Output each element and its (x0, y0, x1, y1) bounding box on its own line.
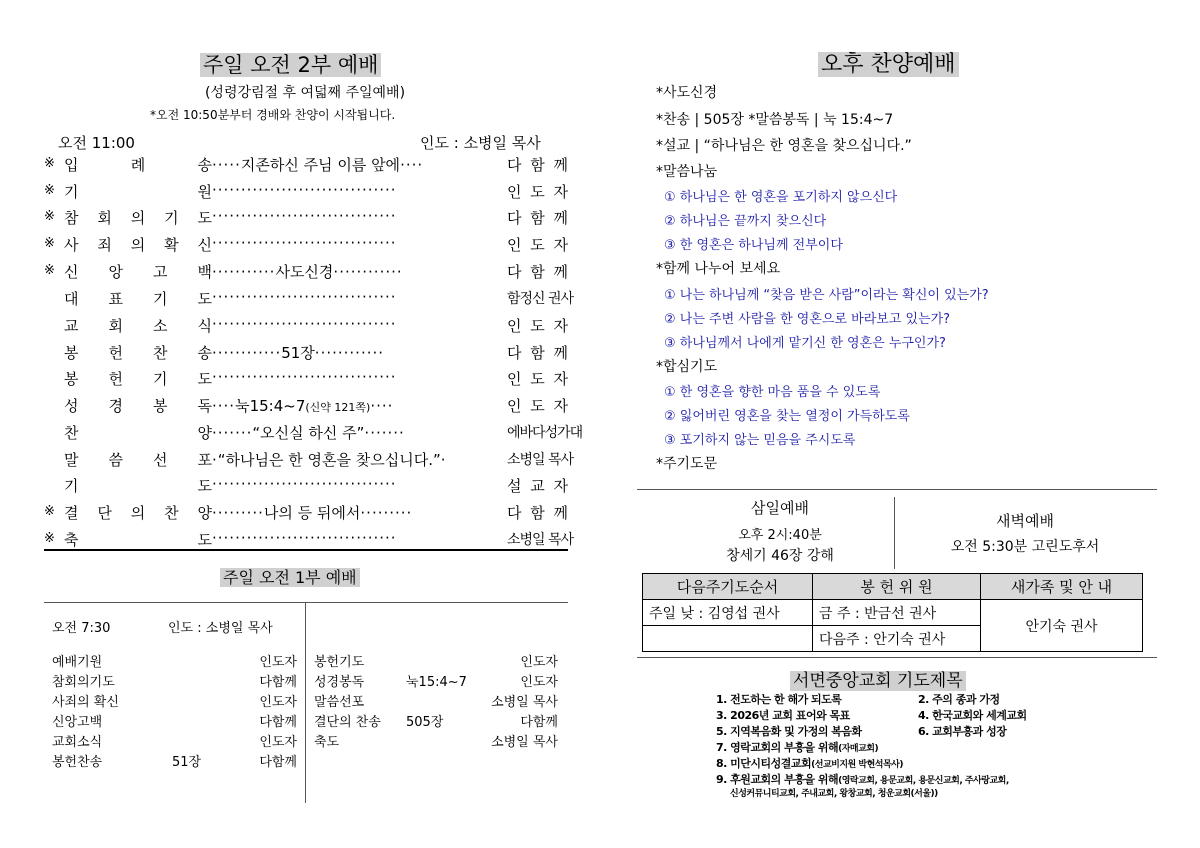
prayer-title: 서면중앙교회 기도제목 (790, 666, 966, 691)
order-name-char: 사 (64, 236, 79, 254)
order-name (64, 502, 212, 523)
order-content (212, 368, 506, 386)
leader-dots: ································ (212, 529, 397, 547)
order-name-char: 입 (64, 156, 79, 174)
order-name-char: 백 (197, 263, 212, 281)
order-person-char: 인 (507, 317, 522, 335)
numbered-point: ② 하나님은 끝까지 찾으신다 (664, 214, 827, 229)
order-person (507, 154, 568, 175)
leader-dots: ······· (212, 424, 253, 442)
order-content (212, 261, 506, 282)
order-person-char: 함 (530, 344, 545, 362)
order-content (212, 449, 506, 470)
service1-time: 오전 7:30 (52, 621, 111, 636)
service1-item-name: 성경봉독 (314, 675, 365, 690)
order-name-char: 도 (197, 209, 212, 227)
order-content (212, 315, 506, 333)
order-mark: ※ (44, 156, 55, 171)
wednesday-text: 창세기 46장 강해 (726, 548, 834, 564)
prayer-item (716, 723, 862, 739)
order-name-char: 단 (97, 504, 112, 522)
wednesday-title: 삼일예배 (751, 499, 809, 517)
order-content (212, 502, 506, 523)
order-person-char: 자 (553, 317, 568, 335)
prayer-item (730, 786, 938, 799)
prayer-item-text: 2. 주의 종과 가정 (918, 693, 1000, 706)
order-person (507, 422, 583, 442)
order-person-char: 설 (507, 477, 522, 495)
order-row (44, 342, 568, 367)
order-name-char: 례 (130, 156, 146, 174)
order-name-char: 원 (197, 183, 212, 201)
order-mark: ※ (44, 263, 55, 278)
order-content (212, 422, 506, 443)
order-row (44, 475, 568, 500)
order-person-char: 함 (530, 263, 545, 281)
order-person-char: 함 (530, 209, 545, 227)
leader-dots: ············ (212, 344, 282, 362)
order-row (44, 288, 574, 313)
prayer-item (716, 739, 878, 755)
prayer-item (918, 691, 1000, 707)
prayer-item-text: 3. 2026년 교회 표어와 목표 (716, 709, 850, 722)
order-name-char: 앙 (108, 263, 123, 281)
leader-dots: · (440, 451, 447, 469)
duty-table (642, 573, 1143, 652)
order-person-char: 도 (530, 236, 545, 254)
order-person-char: 에바다성가대 (507, 425, 583, 441)
afternoon-service-title: 오후 찬양예배 (818, 47, 959, 78)
order-person (507, 342, 568, 363)
order-person (507, 261, 568, 282)
table-header: 다음주기도순서 (643, 574, 813, 600)
order-name-char: 찬 (64, 424, 79, 442)
order-person-char: 께 (553, 209, 568, 227)
order-person (507, 449, 574, 469)
order-name-char: 도 (197, 531, 212, 549)
service2-leader: 인도 : 소병일 목사 (420, 134, 541, 152)
order-name-char: 식 (197, 317, 212, 335)
order-name-char: 포 (197, 451, 212, 469)
numbered-point: ③ 하나님께서 나에게 맡기신 한 영혼은 누구인가? (664, 336, 946, 351)
prayer-item-text: 9. 후원교회의 부흥을 위해 (716, 773, 839, 786)
dawn-text: 오전 5:30분 고린도후서 (950, 539, 1100, 555)
divider (305, 603, 306, 803)
order-person (507, 475, 568, 496)
service2-subtitle: (성령강림절 후 여덟째 주일예배) (204, 85, 406, 101)
scripture-page: (신약 121쪽) (305, 401, 371, 414)
order-mark: ※ (44, 236, 55, 251)
order-row (44, 261, 568, 286)
order-content-text: 51장 (281, 344, 315, 362)
prayer-item (716, 771, 1009, 787)
order-mark: ※ (44, 504, 55, 519)
order-name-char: 교 (64, 317, 79, 335)
order-name (64, 422, 212, 443)
order-person-char: 함 (530, 504, 545, 522)
numbered-point: ① 하나님은 한 영혼을 포기하지 않으신다 (664, 190, 898, 205)
service1-item-person: 인도자 (259, 655, 297, 670)
service1-title: 주일 오전 1부 예배 (220, 565, 360, 588)
order-line: *말씀나눔 (656, 164, 718, 180)
leader-dots: ······· (364, 424, 405, 442)
prayer-item-text: 4. 한국교회와 세계교회 (918, 709, 1027, 722)
service1-item-name: 사죄의 확신 (52, 695, 119, 710)
order-person-char: 께 (553, 156, 568, 174)
service1-item-name: 결단의 찬송 (314, 715, 381, 730)
order-content-text: 지존하신 주님 이름 앞에 (240, 156, 401, 174)
order-person-char: 인 (507, 370, 522, 388)
service2-title: 주일 오전 2부 예배 (200, 49, 381, 79)
leader-dots: ································ (212, 207, 397, 225)
service1-item-name: 교회소식 (52, 735, 103, 750)
order-line: *사도신경 (656, 85, 718, 101)
prayer-item (918, 723, 1006, 739)
numbered-point: ① 나는 하나님께 “찾음 받은 사람”이라는 확신이 있는가? (664, 288, 989, 303)
order-name-char: 고 (153, 263, 168, 281)
table-header: 새가족 및 안 내 (981, 574, 1143, 600)
numbered-point: ③ 포기하지 않는 믿음을 주시도록 (664, 433, 856, 448)
order-person-char: 도 (530, 317, 545, 335)
service1-item-content: 505장 (406, 715, 444, 730)
leader-dots: ········· (360, 504, 413, 522)
order-name (64, 395, 212, 416)
order-name-char: 참 (64, 209, 79, 227)
order-row (44, 395, 568, 420)
order-content (212, 342, 506, 363)
divider (637, 489, 1157, 490)
dawn-title: 새벽예배 (996, 512, 1054, 530)
order-person (507, 502, 568, 523)
order-name-char: 기 (153, 290, 168, 308)
divider (44, 602, 568, 603)
service1-item-name: 봉헌기도 (314, 655, 365, 670)
order-name-char: 송 (197, 156, 212, 174)
table-cell: 주일 낮 : 김영섭 권사 (643, 600, 813, 626)
order-name-char: 씀 (108, 451, 123, 469)
order-name-char: 표 (108, 290, 123, 308)
service1-item-name: 봉헌찬송 (52, 755, 103, 770)
order-name-char: 말 (64, 451, 79, 469)
numbered-point: ② 잃어버린 영혼을 찾는 열정이 가득하도록 (664, 409, 910, 424)
prayer-item-text: 5. 지역복음화 및 가정의 복음화 (716, 725, 862, 738)
order-name (64, 154, 212, 175)
prayer-item (716, 707, 850, 723)
order-person-char: 께 (553, 263, 568, 281)
order-content (212, 288, 506, 306)
order-row (44, 154, 568, 179)
order-person (507, 234, 568, 255)
order-person (507, 207, 568, 228)
prayer-item-text: 8. 미단시티성결교회 (716, 757, 812, 770)
order-name-char: 회 (108, 317, 123, 335)
order-content-text: 눅15:4~7 (235, 397, 306, 415)
order-person-char: 도 (530, 397, 545, 415)
order-name (64, 207, 212, 228)
order-person-char: 자 (553, 370, 568, 388)
table-cell: 금 주 : 반금선 권사 (813, 600, 981, 626)
order-content-text: 나의 등 뒤에서 (263, 504, 361, 522)
order-content (212, 154, 506, 175)
order-name (64, 475, 212, 496)
prayer-item-note: (영락교회, 용문교회, 용문신교회, 주사랑교회, (838, 776, 1009, 786)
table-cell: 안기숙 권사 (981, 600, 1143, 652)
prayer-item-note: (자매교회) (838, 744, 879, 754)
order-line: *합심기도 (656, 359, 718, 375)
divider (894, 497, 895, 569)
order-person-char: 자 (553, 477, 568, 495)
order-content (212, 181, 506, 199)
table-cell (643, 626, 813, 652)
order-content-text: 사도신경 (275, 263, 334, 281)
service1-item-person: 다함께 (259, 675, 297, 690)
leader-dots: · (212, 451, 218, 469)
order-person-char: 인 (507, 236, 522, 254)
order-person (507, 315, 568, 336)
order-name (64, 181, 212, 202)
leader-dots: ································ (212, 234, 397, 252)
numbered-point: ③ 한 영혼은 하나님께 전부이다 (664, 238, 843, 253)
order-name-char: 찬 (153, 344, 168, 362)
order-name-char: 경 (108, 397, 123, 415)
leader-dots: ································ (212, 368, 397, 386)
service2-time: 오전 11:00 (58, 134, 135, 152)
order-row (44, 368, 568, 393)
service1-item-content: 눅15:4~7 (406, 675, 467, 690)
order-person-char: 인 (507, 183, 522, 201)
order-person-char: 함정신 권사 (507, 291, 574, 307)
numbered-point: ② 나는 주변 사람을 한 영혼으로 바라보고 있는가? (664, 312, 951, 327)
leader-dots: ································ (212, 475, 397, 493)
order-name-char: 기 (64, 477, 79, 495)
order-person-char: 자 (553, 183, 568, 201)
order-person-char: 소병일 목사 (507, 532, 574, 548)
prayer-item (918, 707, 1027, 723)
leader-dots: ············ (333, 263, 403, 281)
prayer-item-text: 6. 교회부흥과 성장 (918, 725, 1007, 738)
order-name-char: 헌 (108, 370, 123, 388)
order-person-char: 다 (507, 504, 522, 522)
order-mark: ※ (44, 209, 55, 224)
order-name-char: 의 (130, 209, 146, 227)
service1-item-content: 51장 (172, 755, 202, 770)
order-name (64, 529, 212, 550)
order-row (44, 315, 568, 340)
order-content (212, 475, 506, 493)
order-name-char: 기 (64, 183, 79, 201)
order-person-char: 도 (530, 183, 545, 201)
order-person-char: 께 (553, 504, 568, 522)
order-person-char: 도 (530, 370, 545, 388)
order-name-char: 의 (130, 504, 146, 522)
order-line: *찬송 | 505장 *말씀봉독 | 눅 15:4~7 (656, 112, 894, 128)
order-person-char: 다 (507, 263, 522, 281)
leader-dots: ···· (400, 156, 424, 174)
order-person-char: 소병일 목사 (507, 452, 574, 468)
order-name-char: 확 (164, 236, 179, 254)
order-name (64, 315, 212, 336)
order-row (44, 422, 583, 447)
order-content (212, 207, 506, 225)
leader-dots: ································ (212, 181, 397, 199)
order-name-char: 찬 (164, 504, 179, 522)
order-name-char: 소 (153, 317, 168, 335)
leader-dots: ····· (212, 156, 241, 174)
order-name-char: 기 (164, 209, 179, 227)
service1-leader: 인도 : 소병일 목사 (168, 621, 273, 636)
leader-dots: ································ (212, 315, 397, 333)
order-name-char: 도 (197, 370, 212, 388)
service1-item-name: 축도 (314, 735, 340, 750)
order-person (507, 395, 568, 416)
order-name-char: 회 (97, 209, 112, 227)
divider (44, 549, 568, 551)
order-person-char: 함 (530, 156, 545, 174)
order-line: *함께 나누어 보세요 (656, 261, 781, 277)
order-name-char: 봉 (64, 344, 79, 362)
order-person-char: 다 (507, 156, 522, 174)
leader-dots: ································ (212, 288, 397, 306)
service1-item-person: 인도자 (259, 695, 297, 710)
service1-item-name: 말씀선포 (314, 695, 365, 710)
service1-item-person: 다함께 (259, 755, 297, 770)
order-mark: ※ (44, 531, 55, 546)
order-name (64, 368, 212, 389)
service1-item-person: 인도자 (259, 735, 297, 750)
order-name (64, 342, 212, 363)
order-person-char: 다 (507, 344, 522, 362)
order-name-char: 헌 (108, 344, 123, 362)
order-person (507, 368, 568, 389)
order-name-char: 송 (197, 344, 212, 362)
table-cell: 다음주 : 안기숙 권사 (813, 626, 981, 652)
service1-item-person: 다함께 (520, 715, 558, 730)
order-name-char: 신 (197, 236, 212, 254)
order-name-char: 독 (197, 397, 212, 415)
order-name-char: 양 (197, 504, 212, 522)
order-row (44, 449, 574, 474)
order-name-char: 도 (197, 290, 212, 308)
order-mark: ※ (44, 183, 55, 198)
service1-item-person: 인도자 (520, 675, 558, 690)
order-content (212, 234, 506, 252)
service1-item-name: 예배기원 (52, 655, 103, 670)
order-name-char: 봉 (153, 397, 168, 415)
order-person (507, 181, 568, 202)
wednesday-time: 오후 2시:40분 (738, 528, 822, 543)
service1-item-person: 다함께 (259, 715, 297, 730)
order-row (44, 234, 568, 259)
order-person-char: 께 (553, 344, 568, 362)
prayer-item-note: 신성커뮤니티교회, 주내교회, 왕창교회, 청운교회(서울)) (730, 789, 938, 799)
order-content (212, 529, 506, 547)
order-name-char: 성 (64, 397, 79, 415)
order-name-char: 의 (130, 236, 146, 254)
service1-item-person: 소병일 목사 (491, 695, 558, 710)
prayer-item-note: (선교비지원 박현석목사) (811, 760, 903, 770)
order-row (44, 502, 568, 527)
divider (637, 657, 1157, 658)
order-name-char: 죄 (97, 236, 112, 254)
order-content-text: “오신실 하신 주” (252, 424, 365, 442)
order-person-char: 자 (553, 397, 568, 415)
order-name-char: 도 (197, 477, 212, 495)
order-name-char: 양 (197, 424, 212, 442)
leader-dots: ········· (212, 504, 264, 522)
order-name-char: 신 (64, 263, 79, 281)
order-person-char: 교 (530, 477, 545, 495)
order-content (212, 395, 506, 416)
prayer-item (716, 691, 841, 707)
order-name (64, 234, 212, 255)
leader-dots: ···· (212, 397, 236, 415)
prayer-item (716, 755, 903, 771)
order-name (64, 288, 212, 309)
service1-item-person: 소병일 목사 (491, 735, 558, 750)
order-content-text: “하나님은 한 영혼을 찾으십니다.” (217, 451, 441, 469)
order-person-char: 인 (507, 397, 522, 415)
order-name-char: 선 (153, 451, 168, 469)
order-name (64, 261, 212, 282)
order-line: *설교 | “하나님은 한 영혼을 찾으십니다.” (656, 138, 912, 154)
order-name-char: 결 (64, 504, 79, 522)
praise-note: *오전 10:50분부터 경배와 찬양이 시작됩니다. (150, 108, 396, 122)
service1-item-name: 신앙고백 (52, 715, 103, 730)
order-name-char: 축 (64, 531, 79, 549)
order-name-char: 대 (64, 290, 79, 308)
leader-dots: ············ (314, 344, 385, 362)
leader-dots: ···· (370, 397, 394, 415)
order-person (507, 529, 574, 549)
order-person-char: 다 (507, 209, 522, 227)
table-header: 봉 헌 위 원 (813, 574, 981, 600)
order-name-char: 봉 (64, 370, 79, 388)
order-row (44, 181, 568, 206)
service1-item-name: 참회의기도 (52, 675, 115, 690)
leader-dots: ··········· (212, 263, 276, 281)
order-name-char: 기 (153, 370, 168, 388)
prayer-item-text: 1. 전도하는 한 해가 되도록 (716, 693, 842, 706)
order-person-char: 자 (553, 236, 568, 254)
order-row (44, 207, 568, 232)
order-person (507, 288, 574, 308)
service1-item-person: 인도자 (520, 655, 558, 670)
order-name (64, 449, 212, 470)
prayer-item-text: 7. 영락교회의 부흥을 위해 (716, 741, 839, 754)
numbered-point: ① 한 영혼을 향한 마음 품을 수 있도록 (664, 385, 881, 400)
order-line: *주기도문 (656, 456, 718, 472)
